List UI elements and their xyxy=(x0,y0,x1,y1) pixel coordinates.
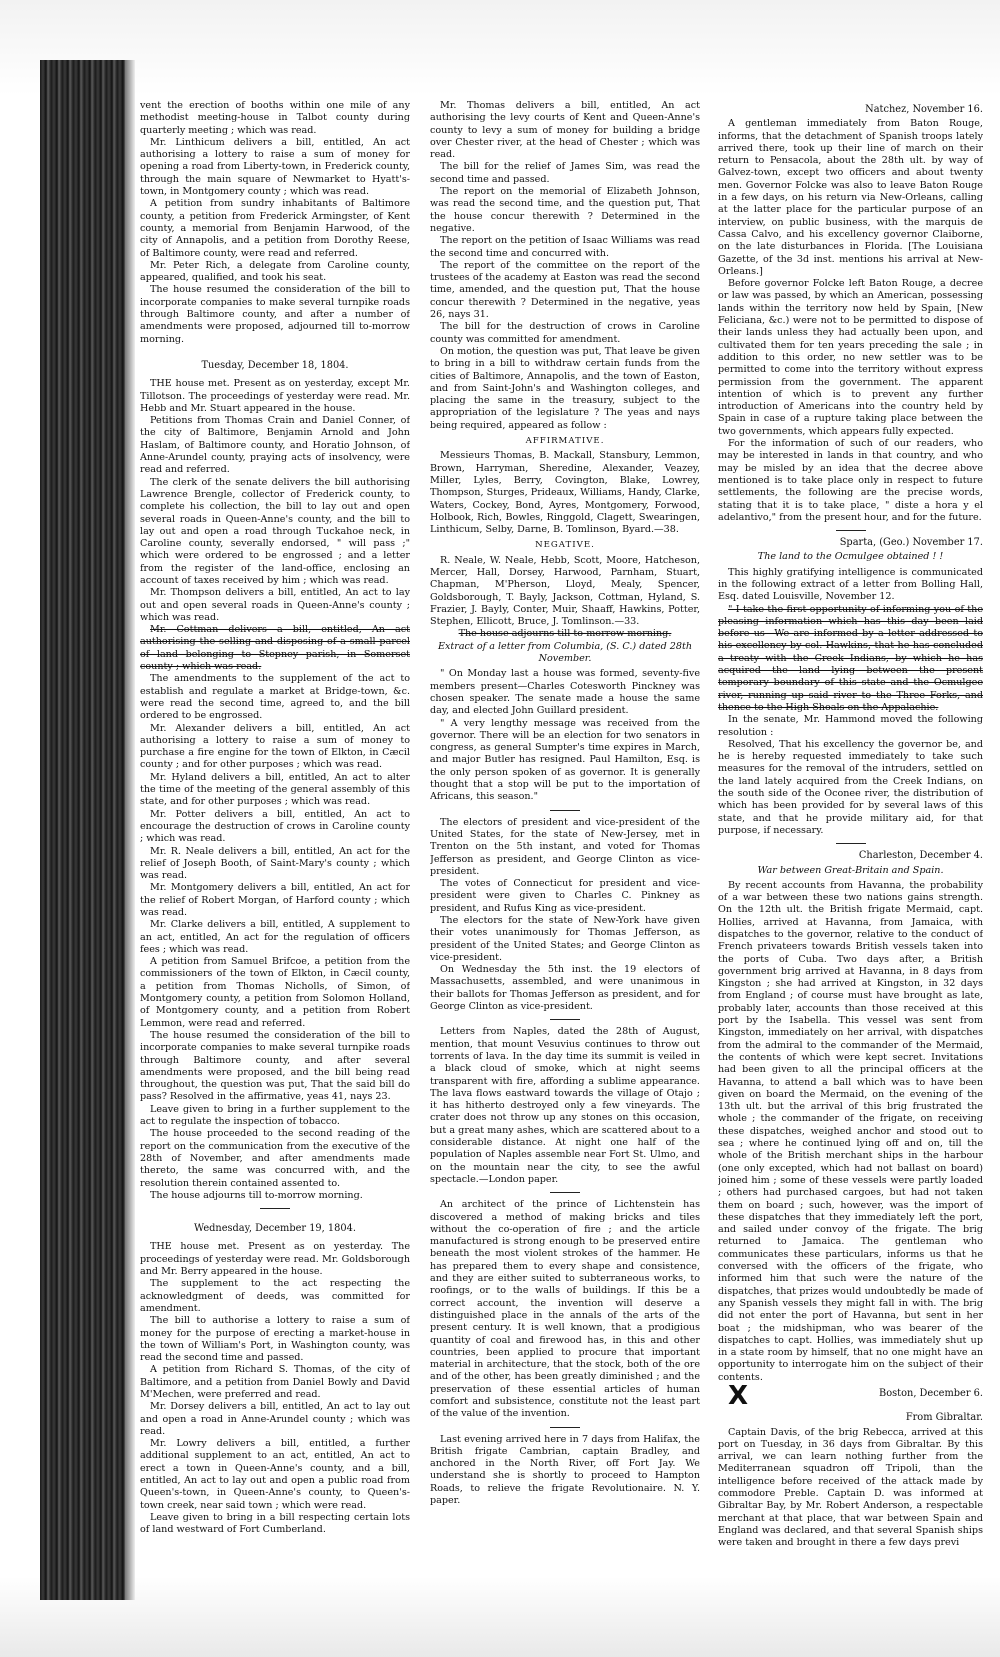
dateline: Sparta, (Geo.) November 17. xyxy=(839,537,983,549)
book-binding-edge xyxy=(40,60,125,1600)
paragraph: A gentleman immediately from Baton Rouge, informs, that the detachment of Spanish troops lately arrived there, took up their line of march on their return to Pensacola, about the 28th ult. by way of Galvez-town, except two officers and about twenty men. Governor Folcke was also to leave Baton Rouge in a few days, on his return via New-Orleans, calling at the latter place for the particular purpose of an interview, on public business, with the marquis de Cassa Calvo, and his excellency governor Claiborne, on the late disturbances in Florida. [The Louisiana Gazette, of the 3d inst. mentions his arrival at New-Orleans.] xyxy=(718,118,983,277)
paragraph: The bill for the relief of James Sim, was read the second time and passed. xyxy=(430,161,700,185)
paragraph: Before governor Folcke left Baton Rouge, a decree or law was passed, by which an American, possessing lands within the territory now held by Spain, [New Feliciana, &c.) were not to be permitted to dispose of their lands unless they had actually been upon, and cultivated them for ten years preceding the sale ; in addition to this order, no new settler was to be permitted to come into the territory without express permission from the government. The apparent intention of which is to prevent any further introduction of Americans into the country held by Spain in case of a rupture taking place between the two governments, which appears fully expected. xyxy=(718,278,983,437)
section-heading: Wednesday, December 19, 1804. xyxy=(194,1223,356,1235)
paragraph: The report of the committee on the report of the trustees of the academy at Easton was read the second time, amended, and the question put, That the house concur therewith ? Determined in the negative, yeas 26, nays 31. xyxy=(430,259,700,321)
paragraph: Mr. Potter delivers a bill, entitled, An act to encourage the destruction of crows in Caroline county ; which was read. xyxy=(140,808,410,845)
column-3 xyxy=(718,100,983,1570)
paragraph: THE house met. Present as on yesterday. The proceedings of yesterday were read. Mr. Goldsborough and Mr. Berry appeared in the house. xyxy=(140,1241,410,1278)
paragraph: The supplement to the act respecting the acknowledgment of deeds, was committed for amendment. xyxy=(140,1278,410,1314)
vote-label-negative: NEGATIVE. xyxy=(535,540,595,551)
paragraph: Resolved, That his excellency the governor be, and he is hereby requested immediately to take such measures for the removal of the intruders, settled on the land lately acquired from the Creek Indians, on the south side of the Oconee river, the distribution of which has been provided for by several laws of this state, and that he provide military aid, for that purpose, if necessary. xyxy=(718,738,983,836)
divider xyxy=(836,843,866,844)
paragraph: vent the erection of booths within one mile of any methodist meeting-house in Talbot county during quarterly meeting ; which was read. xyxy=(140,100,410,136)
paragraph: Mr. Peter Rich, a delegate from Caroline county, appeared, qualified, and took his seat. xyxy=(140,259,410,284)
paragraph: On Wednesday the 5th inst. the 19 electors of Massachusetts, assembled, and were unanimous in their ballots for Thomas Jefferson as president, and for George Clinton as vice-president. xyxy=(430,964,700,1013)
paragraph: The amendments to the supplement of the act to establish and regulate a market at Bridge-town, &c. were read the second time, agreed to, and the bill ordered to be engrossed. xyxy=(140,673,410,722)
paragraph: Mr. Clarke delivers a bill, entitled, A supplement to an act, entitled, An act for the regulation of officers fees ; which was read. xyxy=(140,919,410,955)
divider xyxy=(836,530,866,531)
paragraph: Petitions from Thomas Crain and Daniel Conner, of the city of Baltimore, Benjamin Arnold and John Haslam, of Baltimore county, and Horatio Johnson, of Anne-Arundel county, praying acts of insolvency, were read and referred. xyxy=(140,415,410,476)
paragraph: A petition from sundry inhabitants of Baltimore county, a petition from Frederick Armingster, of Kent county, a memorial from Benjamin Harwood, of the city of Annapolis, and a petition from Dorothy Reese, of Baltimore county, were read and referred. xyxy=(140,198,410,259)
paragraph: A petition from Richard S. Thomas, of the city of Baltimore, and a petition from Daniel Bowly and David M'Mechen, were preferred and read. xyxy=(140,1364,410,1400)
paragraph: Mr. Alexander delivers a bill, entitled, An act authorising a lottery to raise a sum of money to purchase a fire engine for the town of Elkton, in Cæcil county ; and for other purposes ; which was read. xyxy=(140,722,410,771)
extract-title: Extract of a letter from Columbia, (S. C.) dated 28th November. xyxy=(437,640,693,665)
paragraph: " I take the first opportunity of informing you of the pleasing information which has this day been laid before us—We are informed by a letter addressed to his excellency by col. Hawkins, that he has concluded a treaty with the Creek Indians, by which he has acquired the land lying between the present temporary boundary of this state and the Ocmulgee river, running up said river to the Three Forks, and thence to the High Shoals on the Appalachie. xyxy=(718,603,983,713)
paragraph: The clerk of the senate delivers the bill authorising Lawrence Brengle, collector of Frederick county, to complete his collection, the bill to lay out and open several roads in Queen-Anne's county, and the bill to lay out and open a road through Tuckahoe neck, in Caroline county, severally endorsed, " will pass ;" which were ordered to be engrossed ; and a letter from the register of the land-office, enclosing an account of taxes received by him ; which was read. xyxy=(140,476,410,586)
subheading: War between Great-Britain and Spain. xyxy=(757,864,944,876)
divider xyxy=(550,1192,580,1193)
column-2 xyxy=(430,100,700,1570)
paragraph: Mr. Thomas delivers a bill, entitled, An act authorising the levy courts of Kent and Queen-Anne's county to levy a sum of money for building a bridge over Chester river, at the head of Chester ; which was read. xyxy=(430,100,700,161)
paragraph: This highly gratifying intelligence is communicated in the following extract of a letter from Bolling Hall, Esq. dated Louisville, November 12. xyxy=(718,566,983,603)
dateline: Natchez, November 16. xyxy=(865,104,983,115)
paragraph: The house resumed the consideration of the bill to incorporate companies to make several turnpike roads through Baltimore county, and after a number of amendments were proposed, adjourned till to-morrow morning. xyxy=(140,284,410,345)
paragraph: Mr. Montgomery delivers a bill, entitled, An act for the relief of Robert Morgan, of Harford county ; which was read. xyxy=(140,882,410,918)
affirmative-names: Messieurs Thomas, B. Mackall, Stansbury, Lemmon, Brown, Harryman, Sheredine, Alexander, Veazey, Miller, Lyles, Berry, Covington, Blake, Lowrey, Thompson, Sturges, Prideaux, Williams, Handy, Clarke, Waters, Cockey, Bond, Ayres, Montgomery, Forwood, Holbook, Rich, Bowles, Ringgold, Clagett, Swearingen, Linthicum, Selby, Darne, B. Tomlinson, Byard.—38. xyxy=(430,450,700,536)
paragraph: Mr. Hyland delivers a bill, entitled, An act to alter the time of the meeting of the general assembly of this state, and for other purposes ; which was read. xyxy=(140,771,410,808)
paragraph: Mr. R. Neale delivers a bill, entitled, An act for the relief of Joseph Booth, of Saint-Mary's county ; which was read. xyxy=(140,845,410,882)
paragraph: Leave given to bring in a bill respecting certain lots of land westward of Fort Cumberland. xyxy=(140,1511,410,1536)
dateline: Boston, December 6. xyxy=(879,1387,983,1399)
paragraph: Mr. Thompson delivers a bill, entitled, An act to lay out and open several roads in Queen-Anne's county ; which was read. xyxy=(140,587,410,623)
paragraph: THE house met. Present as on yesterday, except Mr. Tillotson. The proceedings of yesterday were read. Mr. Hebb and Mr. Stuart appeared in the house. xyxy=(140,378,410,414)
divider xyxy=(550,1427,580,1428)
paragraph: Last evening arrived here in 7 days from Halifax, the British frigate Cambrian, captain Bradley, and anchored in the North River, off Fort Jay. We understand she is shortly to proceed to Hampton Roads, to relieve the frigate Revolutionaire. N. Y. paper. xyxy=(430,1433,700,1507)
paragraph: An architect of the prince of Lichtenstein has discovered a method of making bricks and tiles without the co-operation of fire ; and the article manufactured is strong enough to be preserved entire beneath the most violent strokes of the hammer. He has prepared them to every shape and consistence, and they are either suited to subterraneous works, to roofings, or to the walls of buildings. If this be a correct account, the invention will deserve a distinguished place in the annals of the arts of the present century. It is well known, that a prodigious quantity of coal and firewood has, in this and other countries, been applied to procure that important material in architecture, that the stock, both of the ore and of the other, has been greatly diminished ; and the preservation of these essential articles of human comfort and subsistence, constitute not the least part of the value of the invention. xyxy=(430,1199,700,1420)
adjourn-line: The house adjourns till to-morrow morning. xyxy=(458,628,672,640)
scan-top-margin xyxy=(0,0,1000,95)
paragraph: " On Monday last a house was formed, seventy-five members present—Charles Cotesworth Pinckney was chosen speaker. The senate made a house the same day, and elected John Guillard president. xyxy=(430,668,700,717)
paragraph: The house adjourns till to-morrow morning. xyxy=(150,1189,363,1201)
dateline: Charleston, December 4. xyxy=(858,850,983,862)
paragraph: In the senate, Mr. Hammond moved the following resolution : xyxy=(718,714,983,738)
paragraph: For the information of such of our readers, who may be interested in lands in that country, and who may be misled by an idea that the decree above mentioned is to take place only in respect to future settlements, the following are the precise words, stating that it is to take place, " diste a hora y el adelantivo," from the present hour, and for the future. xyxy=(718,438,983,523)
scan-bottom-margin xyxy=(0,1577,1000,1657)
paragraph: The electors of president and vice-president of the United States, for the state of New-Jersey, met in Trenton on the 5th instant, and voted for Thomas Jefferson as president, and George Clinton as vice-president. xyxy=(430,816,700,877)
negative-names: R. Neale, W. Neale, Hebb, Scott, Moore, Hatcheson, Mercer, Hall, Dorsey, Harwood, Parnham, Stuart, Chapman, M'Pherson, Lloyd, Mealy, Spencer, Goldsborough, T. Bayly, Jackson, Cottman, Hyland, S. Frazier, J. Bayly, Conter, Muir, Shaaff, Hawkins, Potter, Stephen, Ellicott, Bruce, J. Tomlinson.—33. xyxy=(430,554,700,628)
handwritten-x-mark: X xyxy=(728,1380,749,1411)
paragraph: Letters from Naples, dated the 28th of August, mention, that mount Vesuvius continues to throw out torrents of lava. In the day time its summit is veiled in a black cloud of smoke, which at night seems transparent with fire, affording a sublime appearance. The lava flows eastward towards the village of Otajo ; it has hitherto destroyed only a few vineyards. The crater does not throw up any stones on this occasion, but a great many ashes, which are scattered about to a considerable distance. At night one half of the population of Naples assemble near Fort St. Ulmo, and on the mountain near the city, to see the awful spectacle.—London paper. xyxy=(430,1026,700,1185)
paragraph: The votes of Connecticut for president and vice-president were given to Charles C. Pinkney as president, and Rufus King as vice-president. xyxy=(430,878,700,914)
paragraph: A petition from Samuel Brifcoe, a petition from the commissioners of the town of Elkton, in Cæcil county, a petition from Thomas Nicholls, of Simon, of Montgomery county, a petition from Solomon Holland, of Montgomery county, and a petition from Robert Lemmon, were read and referred. xyxy=(140,956,410,1029)
paragraph: The house proceeded to the second reading of the report on the communication from the executive of the 28th of November, and after amendments made thereto, the same was concurred with, and the resolution therein contained assented to. xyxy=(140,1128,410,1189)
divider xyxy=(550,810,580,811)
divider xyxy=(260,1208,290,1209)
paragraph: " A very lengthy message was received from the governor. There will be an election for two senators in congress, as general Sumpter's time expires in March, and major Butler has resigned. Paul Hamilton, Esq. is the only person spoken of as governor. It is generally thought that a stop will be put to the importation of Africans, this season." xyxy=(430,717,700,803)
paragraph: The electors for the state of New-York have given their votes unanimously for Thomas Jefferson, as president of the United States; and George Clinton as vice-president. xyxy=(430,915,700,963)
subheading: From Gibraltar. xyxy=(905,1412,983,1424)
subheading: The land to the Ocmulgee obtained ! ! xyxy=(757,551,944,563)
newspaper-page xyxy=(140,100,985,1570)
paragraph: Mr. Dorsey delivers a bill, entitled, An act to lay out and open a road in Anne-Arundel county ; which was read. xyxy=(140,1401,410,1437)
paragraph: Mr. Linthicum delivers a bill, entitled, An act authorising a lottery to raise a sum of money for opening a road from Liberty-town, in Frederick county, through the main square of Newmarket to Hyatt's-town, in Montgomery county ; which was read. xyxy=(140,136,410,198)
binding-shadow xyxy=(125,60,135,1600)
struck-paragraph: Mr. Cottman delivers a bill, entitled, An act authorising the selling and disposing of a small parcel of land belonging to Stepney parish, in Somerset county ; which was read. xyxy=(140,624,410,673)
column-1 xyxy=(140,100,410,1570)
paragraph: The report on the memorial of Elizabeth Johnson, was read the second time, and the question put, That the house concur therewith ? Determined in the negative. xyxy=(430,186,700,234)
vote-label-affirmative: AFFIRMATIVE. xyxy=(525,436,605,447)
paragraph: The house resumed the consideration of the bill to incorporate companies to make several turnpike roads through Baltimore county, and after several amendments were proposed, and the bill being read throughout, the question was put, That the said bill do pass? Resolved in the affirmative, yeas 41, nays 23. xyxy=(140,1029,410,1103)
paragraph: Captain Davis, of the brig Rebecca, arrived at this port on Tuesday, in 36 days from Gibraltar. By this arrival, we can learn nothing further from the Mediterranean squadron off Tripoli, than the intelligence before received of the attack made by commodore Preble. Captain D. was informed at Gibraltar Bay, by Mr. Robert Anderson, a respectable merchant at that place, that war between Spain and England was declared, and that several Spanish ships were taken and brought in there a few days previ xyxy=(718,1426,983,1549)
paragraph: Mr. Lowry delivers a bill, entitled, a further additional supplement to an act, entitled, An act to erect a town in Queen-Anne's county, and a bill, entitled, An act to lay out and open a public road from Queen's-town, in Queen-Anne's county, to Queen's-town creek, near said town ; which were read. xyxy=(140,1438,410,1511)
paragraph: Leave given to bring in a further supplement to the act to regulate the inspection of tobacco. xyxy=(140,1103,410,1128)
paragraph: On motion, the question was put, That leave be given to bring in a bill to withdraw certain funds from the cities of Baltimore, Annapolis, and the town of Easton, and from Saint-John's and Washington colleges, and placing the same in the treasury, subject to the appropriation of the legislature ? The yeas and nays being required, appeared as follow : xyxy=(430,345,700,431)
paragraph: By recent accounts from Havanna, the probability of a war between these two nations gains strength. On the 12th ult. the British frigate Mermaid, capt. Hollies, arrived at Havanna, from Jamaica, with dispatches to the governor, relative to the conduct of French privateers towards British vessels taken into the ports of Cuba. Two days after, a British government brig arrived at Havanna, in 8 days from Kingston ; she had arrived at Kingston, in 32 days from England ; of course must have brought as late, probably later, accounts than those received at this port by the Isabella. This vessel was sent from Kingston, immediately on her arrival, with dispatches from the admiral to the commander of the Mermaid, the contents of which were kept secret. Invitations had been given to all the principal officers at the Havanna, to attend a ball which was to have been given on board the Mermaid, on the evening of the 13th ult. but the arrival of this brig frustrated the whole ; the commander of the frigate, on receiving these dispatches, weighed anchor and stood out to sea ; where he continued lying off and on, till the whole of the British merchant ships in the harbour (one only excepted, which had not ballast on board) joined him ; some of these vessels were partly loaded ; others had purchased cargoes, but had not taken them on board ; such, however, was the import of these dispatches that they immediately left the port, and sailed under convoy of the frigate. The brig returned to Jamaica. The gentleman who communicates these particulars, informs us that he conversed with the officers of the frigate, who informed him that such were the nature of the dispatches, that prizes would undoubtedly be made of any Spanish vessels they might fall in with. The brig did not enter the port of Havanna, but sent in her boat ; the midshipman, who was bearer of the dispatches to capt. Hollies, was immediately shut up in a state room by himself, that no one might have an opportunity to interrogate him on the subject of their contents. xyxy=(718,879,983,1383)
paragraph: The bill to authorise a lottery to raise a sum of money for the purpose of erecting a market-house in the town of William's Port, in Washington county, was read the second time and passed. xyxy=(140,1315,410,1364)
paragraph: The bill for the destruction of crows in Caroline county was committed for amendment. xyxy=(430,321,700,345)
divider xyxy=(550,1019,580,1020)
paragraph: The report on the petition of Isaac Williams was read the second time and concurred with. xyxy=(430,235,700,259)
section-heading: Tuesday, December 18, 1804. xyxy=(201,359,349,371)
